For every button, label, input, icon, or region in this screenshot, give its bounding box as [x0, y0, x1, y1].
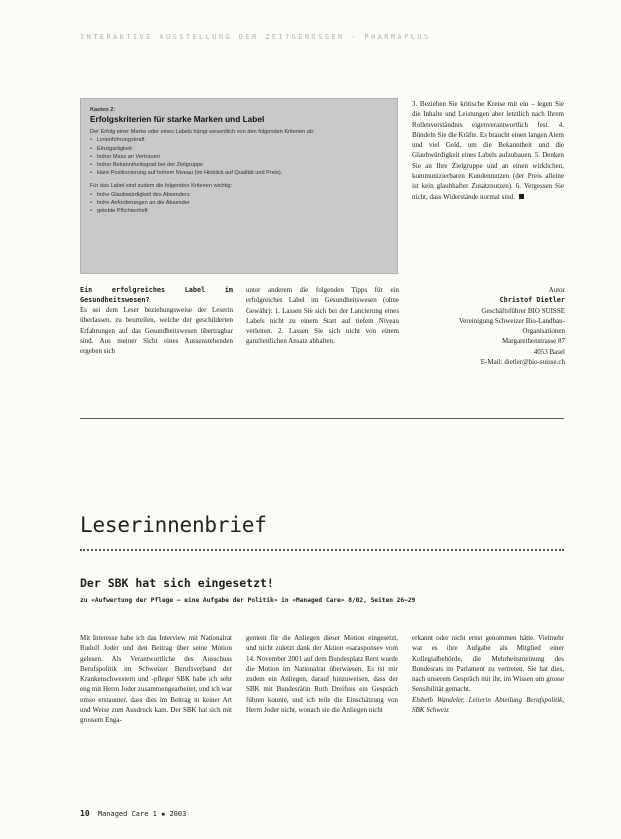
- letter-headline: Der SBK hat sich eingesetzt!: [80, 576, 274, 590]
- running-head: INTERAKTIVE AUSSTELLUNG DER ZEITGENOSSEN - PHARMAPLUS: [80, 33, 431, 41]
- publication-name: Managed Care 1 ▪ 2003: [97, 810, 187, 818]
- label-criteria-list: [90, 191, 388, 216]
- body-text: Mit Interesse habe ich das Interview mit Nationalrat Rudolf Joder und den Beitrag über seine Motion gelesen. Als Verantwortliche des Ausschuss Berufspolitik im Schweizer Berufsverband der Krankenschwestern und -pfleger SBK habe ich sehr eng mit Herrn Joder zusammengearbeitet, und ich war umso erstaunter, dass dies im Beitrag in keiner Art und Weise zum Ausdruck kam. Der SBK hat sich mit grossem Enga-: [80, 634, 233, 725]
- letter-author: Elsbeth Wandeler, Leiterin Abteilung Berufspolitik, SBK Schweiz: [412, 695, 564, 715]
- letter-column-1: [80, 633, 232, 726]
- author-line: 4053 Basel: [533, 347, 565, 356]
- list-item: • hoher Bekanntheitsgrad bei der Zielgruppe: [90, 161, 388, 169]
- info-box-intro: Der Erfolg einer Marke oder eines Labels hängt wesentlich von den folgenden Kriterien ab:: [90, 129, 315, 136]
- info-box: [80, 98, 398, 274]
- article-column-1: [80, 285, 233, 356]
- subheading: Ein erfolgreiches Label im Gesundheitswesen?: [80, 286, 233, 304]
- list-item: • hohe Glaubwürdigkeit des Absenders: [90, 191, 388, 199]
- page-footer: [80, 809, 380, 819]
- author-line: Organisationen: [522, 327, 565, 336]
- body-text: gement für die Anliegen dieser Motion eingesetzt, und nicht zuletzt dank der Aktion «sarasponse» vom 14. November 2001 auf dem Bundesplatz Bern wurde die Motion im Nationalrat überwiesen. Es ist mir zudem ein Anliegen, darauf hinzuweisen, dass der SBK mit Bundesrätin Ruth Dreifuss ein Gespräch führen konnte, und ich teile die Einschätzung von Herrn Joder nicht, wonach sie die Anliegen nicht: [246, 634, 398, 715]
- section-title: Leserinnenbrief: [80, 513, 267, 537]
- end-of-article-mark: [519, 194, 524, 199]
- body-text: erkannt oder nicht ernst genommen hätte. Vielmehr war es ihre Aufgabe als Mitglied einer Kollegialbehörde, die Mehrheitsmeinung des Bundesrats im Parlament zu vertreten. Sie hat dies, nach unserem Gespräch mit ihr, im Wissen um grosse Sensibilität gemacht.: [412, 634, 564, 694]
- info-box-label: Kasten 2:: [90, 107, 116, 113]
- letter-subline: zu «Aufwertung der Pflege – eine Aufgabe der Politik» in «Managed Care» 8/02, Seiten 26–29: [80, 597, 416, 604]
- letter-column-3: [412, 633, 564, 715]
- info-box-title: Erfolgskriterien für starke Marken und Label: [90, 114, 265, 125]
- body-text: 3. Beziehen Sie kritische Kreise mit ein – legen Sie die Inhalte und Leistungen aber letztlich nach Ihrem Rollenverständnis eigenverantwortlich fest. 4. Bündeln Sie die Kräfte. Es braucht einen langen Atem und viel Geld, um die Bekanntheit und die Glaubwürdigkeit eines Labels aufzubauen. 5. Denken Sie an Ihre Zielgruppe und an einen wirklichen, kommunizierbaren Kundennutzen (der Preis alleine ist kein glaubhafter Zusatznutzen). 6. Vergessen Sie nicht, dass Widerstände normal sind.: [412, 100, 564, 201]
- info-box-intro-2: Für das Label sind zudem die folgenden Kriterien wichtig:: [90, 183, 233, 190]
- list-item: • hohe Anforderungen an die Absender: [90, 199, 388, 207]
- criteria-list: [90, 136, 388, 177]
- list-item: • gelebte Pflichtenheft: [90, 207, 388, 215]
- dotted-rule: [80, 549, 564, 551]
- author-name: Christof Dietler: [499, 296, 565, 305]
- author-role: Autor: [548, 286, 565, 294]
- letter-column-2: [246, 633, 398, 715]
- author-line: Vereinigung Schweizer Bio-Landbau-: [458, 316, 565, 325]
- section-divider: [80, 418, 564, 419]
- article-tips-continued: [412, 99, 564, 202]
- list-item: • Linienführungskraft: [90, 136, 388, 144]
- author-signature: [410, 285, 565, 367]
- body-text: Es sei dem Leser beziehungsweise der Leserin überlassen, zu beurteilen, welche der geschilderten Erfahrungen auf das Gesundheitswesen übertragbar sind. Aus meiner Sicht eines Aussenstehenden ergeben sich: [80, 306, 233, 356]
- article-column-2: [246, 285, 399, 347]
- page-number: 10: [80, 809, 90, 818]
- author-email[interactable]: E-Mail: dietler@bio-suisse.ch: [480, 358, 565, 367]
- author-line: Margarethenstrasse 87: [501, 337, 565, 346]
- body-text: unter anderem die folgenden Tipps für ein erfolgreiches Label im Gesundheitswesen (ohne Gewähr): 1. Lassen Sie sich bei der Lancierung eines Labels nicht zu einem Start auf tiefem Niveau verleiten. 2. Lassen Sie sich nicht von einem ganzheitlichen Ansatz abhalten.: [246, 286, 399, 346]
- author-line: Geschäftsführer BIO SUISSE: [481, 306, 565, 315]
- list-item: • klare Positionierung auf hohem Niveau (im Hinblick auf Qualität und Preis).: [90, 169, 388, 177]
- list-item: • Einzigartigkeit: [90, 145, 388, 153]
- list-item: • hoher Mass an Vertrauen: [90, 153, 388, 161]
